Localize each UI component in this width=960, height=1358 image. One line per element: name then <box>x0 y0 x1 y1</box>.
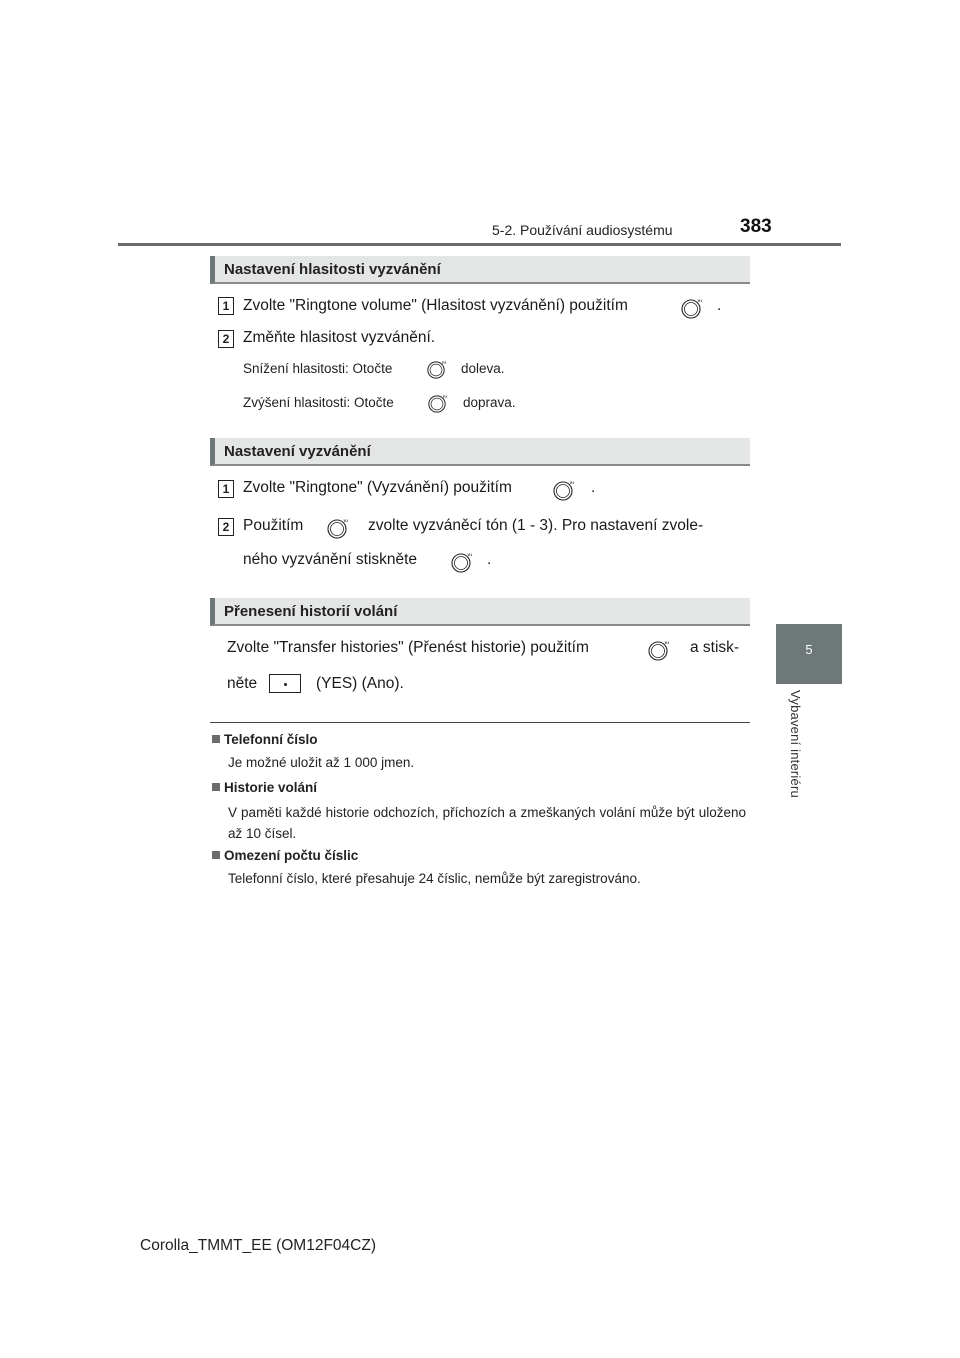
sub-step-text: Snížení hlasitosti: Otočte <box>243 361 393 376</box>
chapter-title: Vybavení interiéru <box>788 690 803 798</box>
note-title: Telefonní číslo <box>224 732 318 747</box>
step-text: zvolte vyzváněcí tón (1 - 3). Pro nastavení zvole- <box>368 517 704 534</box>
step-text: Použitím <box>243 517 304 534</box>
note-title: Omezení počtu číslic <box>224 848 359 863</box>
step-text: Zvolte "Ringtone volume" (Hlasitost vyzvánění) použitím <box>243 297 628 314</box>
tune-knob-icon <box>427 394 447 414</box>
note-heading <box>212 780 317 795</box>
instruction-text: něte <box>227 675 258 692</box>
tune-knob-icon <box>450 552 472 574</box>
page-number: 383 <box>740 216 772 237</box>
document-footer: Corolla_TMMT_EE (OM12F04CZ) <box>140 1237 376 1254</box>
note-heading <box>212 848 358 863</box>
section-heading-transfer-histories <box>210 598 750 626</box>
note-text: Je možné uložit až 1 000 jmen. <box>228 755 415 770</box>
step-text: ného vyzvánění stiskněte <box>243 551 418 568</box>
tune-knob-icon <box>647 640 669 662</box>
step-text: Zvolte "Ringtone" (Vyzvánění) použitím <box>243 479 512 496</box>
note-text: V paměti každé historie odchozích, příchozích a zmeškaných volání může být uloženo až 10 čísel. <box>228 805 746 841</box>
running-header: 5-2. Používání audiosystému <box>492 222 673 238</box>
tune-knob-icon <box>326 518 348 540</box>
instruction-text: Zvolte "Transfer histories" (Přenést historie) použitím <box>227 639 589 656</box>
section-title: Přenesení historií volání <box>224 603 398 620</box>
tune-knob-icon <box>552 480 574 502</box>
section-heading-ringtone <box>210 438 750 466</box>
step-number: 2 <box>218 518 234 536</box>
tune-knob-icon <box>680 298 702 320</box>
square-bullet-icon <box>212 735 220 743</box>
step-text-end: . <box>487 551 492 568</box>
chapter-number: 5 <box>805 642 813 657</box>
header-rule <box>118 243 841 246</box>
square-bullet-icon <box>212 851 220 859</box>
instruction-text: (YES) (Ano). <box>316 675 404 692</box>
instruction-text: a stisk- <box>690 639 740 656</box>
section-title: Nastavení vyzvánění <box>224 443 371 460</box>
note-title: Historie volání <box>224 780 318 795</box>
sub-step-text-end: doleva. <box>461 361 505 376</box>
square-bullet-icon <box>212 783 220 791</box>
sub-step-text: Zvýšení hlasitosti: Otočte <box>243 395 394 410</box>
section-heading-ringtone-volume <box>210 256 750 284</box>
step-text-end: . <box>591 479 596 496</box>
note-text: Telefonní číslo, které přesahuje 24 číslic, nemůže být zaregistrováno. <box>228 871 641 886</box>
dot-mark <box>284 683 287 686</box>
note-heading <box>212 732 318 747</box>
sub-step-text-end: doprava. <box>463 395 516 410</box>
tune-knob-icon <box>426 360 446 380</box>
step-number: 2 <box>218 330 234 348</box>
notes-separator <box>210 722 750 723</box>
step-text: Změňte hlasitost vyzvánění. <box>243 329 436 346</box>
step-number: 1 <box>218 480 234 498</box>
section-title: Nastavení hlasitosti vyzvánění <box>224 261 441 278</box>
step-number: 1 <box>218 297 234 315</box>
step-text-end: . <box>717 297 722 314</box>
